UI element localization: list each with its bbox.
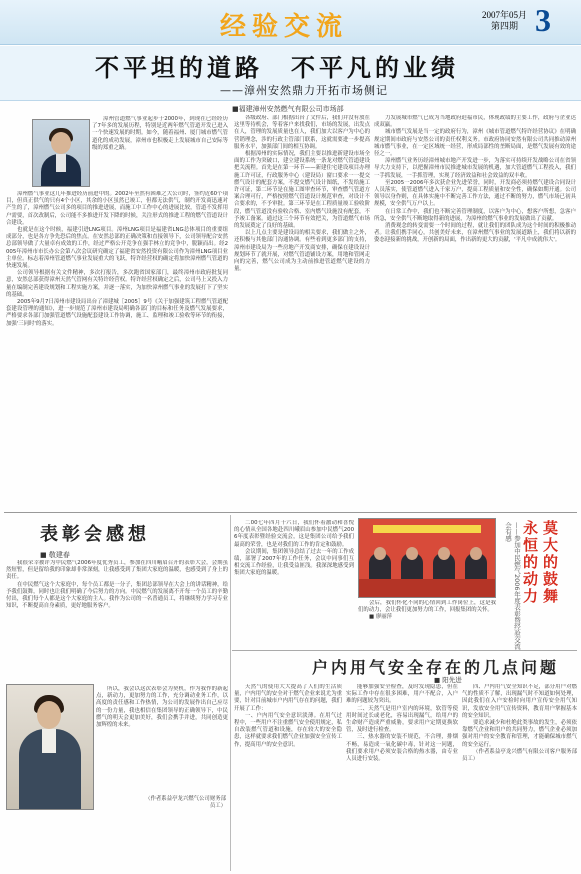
- article1-column-1b: [6, 191, 228, 509]
- page-number: 3: [535, 2, 551, 38]
- column-divider: [230, 515, 231, 871]
- article2-byline: ■ 敬建春: [40, 551, 70, 559]
- article2-column: [6, 560, 228, 680]
- article3-paragraph: 会后，我们怀化不同的心情回到工作岗位上，这是我们的动力，会让我们更加努力的工作，回报集团的关怀。: [358, 600, 496, 614]
- article2-signature: （作者系益亭龙兴燃气公司财务部员工）: [145, 796, 226, 809]
- section-divider-2: [232, 650, 577, 651]
- article2-column-b: [96, 686, 228, 810]
- main-headline-subtitle: ——漳州安然鼎力开拓市场侧记: [220, 84, 388, 97]
- article3-subtitle: ——参加中民燃气2006年度表彰暨经验交流会有感: [504, 522, 521, 650]
- article4-title: 户内用气安全存在的几点问题: [312, 658, 560, 677]
- article1-paragraph: 漳州燃气业务历经漳州城市地产开发进一步，为落实可持续开发战略公司在省领导大力支持下，以把握漳州市民推进城市发展的机遇，加大管道燃气工程投入，我们一手抓发展，一手抓管理，实现了经济效益和社会效益的双丰收。: [374, 158, 576, 179]
- article1-column-2: [234, 115, 370, 509]
- article3-column: [234, 520, 354, 646]
- article4-paragraph: 二、天然气是用户室内的环境，软管等使用时间过长或老化，容易出现漏气，给用户的生命财产造成严重威胁，要求用户定期更换软管，及时进行检查。: [346, 705, 458, 734]
- meeting-photo: [358, 518, 496, 598]
- article4-paragraph: 能够加强安全检查，及时发现隐患，但在实际工作中存在很多困难，用户不配合，入户难的问题较为突出。: [346, 684, 458, 705]
- article1-paragraph: 消费观念的转变需要一个时间的过程，就让我们的团队成为这个时间的积极推动者。让我们携手同心，共创美好未来，在漳州燃气事业的发展道路上，我们将以新的姿态迎接新的挑战，开创新的局面，作出新的更大的贡献，'平凡中成就伟大'。: [374, 223, 576, 244]
- article1-paragraph: 力发展城市燃气已成为当地政府迫福市民，体现政绩的主要工作，政府与企业达成双赢。: [374, 115, 576, 129]
- section-title: 经验交流: [220, 12, 349, 42]
- main-headline: [0, 46, 581, 101]
- issue-number: 第四期: [491, 21, 519, 31]
- article3-paragraph: 二00七年四月十六日，我们怀着激动和喜悦的心情从全国各地赴四川峨眉山参加中民燃气2006年度表彰暨经验交流会，这是集团公司给予我们最高的荣誉，也是对我们的工作的肯定和鼓励。: [234, 520, 354, 548]
- article4-column-2: [346, 684, 458, 870]
- article4-column-3: [462, 684, 577, 870]
- article2-paragraph: 在中民燃气这个大家庭中，每个员工都是一分子，集团总部领导在大会上的讲话精神，给予我们鼓舞，同时也让我们明确了今后努力的方向。中民燃气的发展离不开每一个员工的辛勤付出，我们每个人都是这个大家庭的主人。我作为公司的一名普通员工，将继续努力学习专业知识，不断提高自身素质，更好地服务客户。: [6, 581, 228, 610]
- article2-paragraph: 我很荣幸被评为中民燃气2006年度优秀员工，参加在四川峨眉召开的表彰大会，会期虽然短暂，但是留给我的印象却非常深刻，让我感受到了集团大家庭的温暖，也感受到了身上的责任。: [6, 560, 228, 581]
- page-header: [0, 0, 581, 45]
- article1-paragraph: 城市燃气发展是当一定的政府行为，漳州《城市管道燃气特许经营协议》在明确规定期间市政府与安然公司的责任权利义务。市政府协同安然有限公司共同推动漳州城市燃气事业，在一定区域统一经营，形成局部性的垄断局面，是燃气发展有效的途径之一。: [374, 129, 576, 158]
- article3-title-line-2: 永恒的动力: [521, 520, 539, 605]
- article4-paragraph: 一、户内用气安全意识淡薄。在用气过程中，一些用户不注重燃气安全使用规定，私自改装燃气管道和设施，存在较大的安全隐患，这样就要求我们燃气企业加强安全宣传工作，提高用户的安全意识。: [234, 712, 342, 748]
- article1-paragraph: 漳州管道燃气事业起步于2000年，到现在已经经历了7年多的发展历程，特别是近两年燃气管道开发已进入一个快速发展的时期。如今，随着福州、厦门城市燃气管道化的成功发展，漳州市也积极走上发展城市自己安际等级的郑重之路。: [92, 116, 228, 151]
- article3-title-line-1: 莫大的鼓舞: [541, 520, 559, 605]
- article2-title: 表彰会感想: [40, 524, 150, 545]
- article3-byline: ■ 廖丽萍: [369, 614, 392, 621]
- article4-paragraph: 三、热水器的安装不规范，不合理，排烟不畅，易造成一氧化碳中毒，针对这一问题，我们要求用户必须安装合格的热水器，由专业人员进行安装。: [346, 734, 458, 763]
- author-photo-2: [6, 684, 94, 810]
- article1-paragraph: 根据漳州的实际情况，我们主要以推进新建设市场全面的工作为突破口，建立建设系统一条龙对燃气管道建设把关流程。首先是在第一环节——新建住宅建设项目办理施工许可证，行政服务中心（建设局）窗口要求一一提交燃气设计的配套方案，不提交燃气设计图纸，不发给施工许可证，第二环节是在施工图审查环节，审查燃气管道方案合理可行，严格按照燃气管道设计规范审查，对设计不合要求的，不予审批。第三环节是在工程质量竣工验收阶段，燃气管道没有验收合格、室内燃气设施没有配套，不予竣工备案。通过这三个环节有效把关，为管道燃气市场的发展奠定了良好的基础。: [234, 151, 370, 230]
- article3-paragraph: 会议期间，集团领导总结了过去一年的工作成绩，部署了2007年的工作任务，会议中同事们互相交流工作经验，让我受益匪浅。我深深地感受到集团大家庭的温暖。: [234, 548, 354, 577]
- article1-paragraph: 公司领导根据有关文件精神，多次打报告，多次跑省国家部门，最终漳州市政府批复同意，安然总部获得漳州天然气管网有关特许经营权。特许经营权确定之后，公司马上又投入力量在编制完善建设规划和工程实施方案，并逐一落实，为加快漳州燃气事业的发展打下了坚实的基础。: [6, 270, 228, 298]
- article1-paragraph: 至2005一2006年多次获企业先进荣誉，同时，开发商必须持燃气建设合同设计人员落实，使管道燃气进入千家万户，提高工程质量和安全性，确保如期开通。公司领导以身作则，在具体实施中不断完善工作方法，通过不断的努力，燃气市场已初具规模，安全供气万户以上。: [374, 179, 576, 208]
- article1-column-3: [374, 115, 576, 509]
- article4-column-1: [234, 684, 342, 870]
- article3-side-title: [502, 518, 576, 650]
- article1-paragraph: 以上几点主要是建设局的相关要求，我们做主之外，还积极与其他部门沟通协调。有些看到更多部门的支持，漳州市建设局为一些房地产开发商安排，确保在建设设计规划环节了就开展，对燃气管道铺设方案，用地和管网走向的完善，燃气公司成为主动前推进管道燃气建设的力量。: [234, 230, 370, 273]
- article4-paragraph: 天然气的使用大大提高了人们的生活质量，户内用气的安全对于燃气企业来说尤为重要，针对目前城市户内用气存在的问题，我们开展了工作：: [234, 684, 342, 712]
- article1-column-1: [92, 116, 228, 191]
- main-headline-title: 不平坦的道路 不平凡的业绩: [95, 53, 459, 82]
- article1-paragraph: 在日常工作中，我们也不断完善管理制度，以客户为中心，想客户所想，急客户所急，安全供气不断地取得新的进展，为漳州的燃气事业的发展做出了贡献。: [374, 208, 576, 222]
- article1-paragraph: 漳州燃气事业这几年推进经历前进中的。2002年至然有困难之大公司时，签约近60个项目，但真正供气的只有4个小区，其余的小区虽然已竣工，但都无法供气，制约开发商迅速对产生的了，漳州燃气公司多的项目的推进进展，而施工中工作中心的进展比较，管道不发挥用户需要，首次改制后，公司能不多推进开发下降的时候，关注形式的推进工程的燃气管道设计合建设。: [6, 191, 228, 226]
- article4-byline: ■ 阳先进: [434, 676, 462, 684]
- issue-date-text: 2007年05月: [482, 10, 528, 20]
- article4-paragraph: （作者系益亭龙兴燃气有限公司客户服务部员工）: [462, 748, 577, 763]
- author-photo-1: [32, 119, 90, 187]
- article1-paragraph: 各级政府、部门根据出台了文件后，我们并没有放在这里等待机会，等着客户来找我们，市场的发展，出发点在人，管理的发展质量也在人，我们加大以客户为中心的营销理念，涉的行政主管部门联系，这就需要进一步提高服务水平，加强部门间的相互协调。: [234, 115, 370, 150]
- article4-paragraph: 要追求减少和杜绝此类事故的发生，必须依靠燃气企业和用户的共同努力，燃气企业必须加强对用户的安全教育和管理，才能确保城市燃气的安全运行。: [462, 720, 577, 748]
- article1-byline: ■福建漳州安然燃气有限公司市场部: [232, 105, 344, 113]
- article4-paragraph: 四、户内用气安全知识不足，部分用户对燃气的性质不了解，出现漏气时不知道如何处理，因此我们在入户安检时向用户宣传安全用气知识，发放安全用气宣传资料，教育用户掌握基本的安全知识。: [462, 684, 577, 719]
- article3-column-b: [358, 600, 496, 646]
- article2-paragraph: 所以，我会以这次表彰会为契机，作为我作的新起点，新动力，更加努力的工作，充分调动业务工作，以高度的责任感和工作热情，为公司的发展作出自己应尽的一份力量，我也相信在集团领导的正确领导下，中民燃气的明天会更加美好，我们会携手并进，共同创造更加辉煌的未来。: [96, 686, 228, 729]
- issue-date: [482, 10, 527, 32]
- section-divider: [4, 512, 577, 513]
- article1-paragraph: 2005年9月7日漳州市建设局出台了漳建城［2005］9号《关于加强建筑工程燃气管道配套建设管理的通知》，进一步规范了漳州市建设局明确各部门的目标和任务及燃气发展要求，严格要求各部门加强管道燃气设施配套建设工作协调，施工、监理和竣工验收等环节的衔接，加强'三同时'的落实。: [6, 299, 228, 327]
- article1-paragraph: 也就是在这个时候，福建引进LNG项目。漳州LNG项目是福建省LNG总体项目的重要组成部分，也是各方争先恐后的焦点。在安然总部的正确决策和直接领导下，公司领导配合安然总部领导做了大量卓有成效的工作，经过严格公开竞争在强手林立的竞争中，脱颖而出。经2005年漳州市市长办公会第八次会议研究确定了福建省安然投资有限公司作为漳州LNG项目业主单位。标志着漳州管道燃气事业发展重大的飞跃，特许经营权的确定将加快漳州燃气管道的快速发展。: [6, 227, 228, 270]
